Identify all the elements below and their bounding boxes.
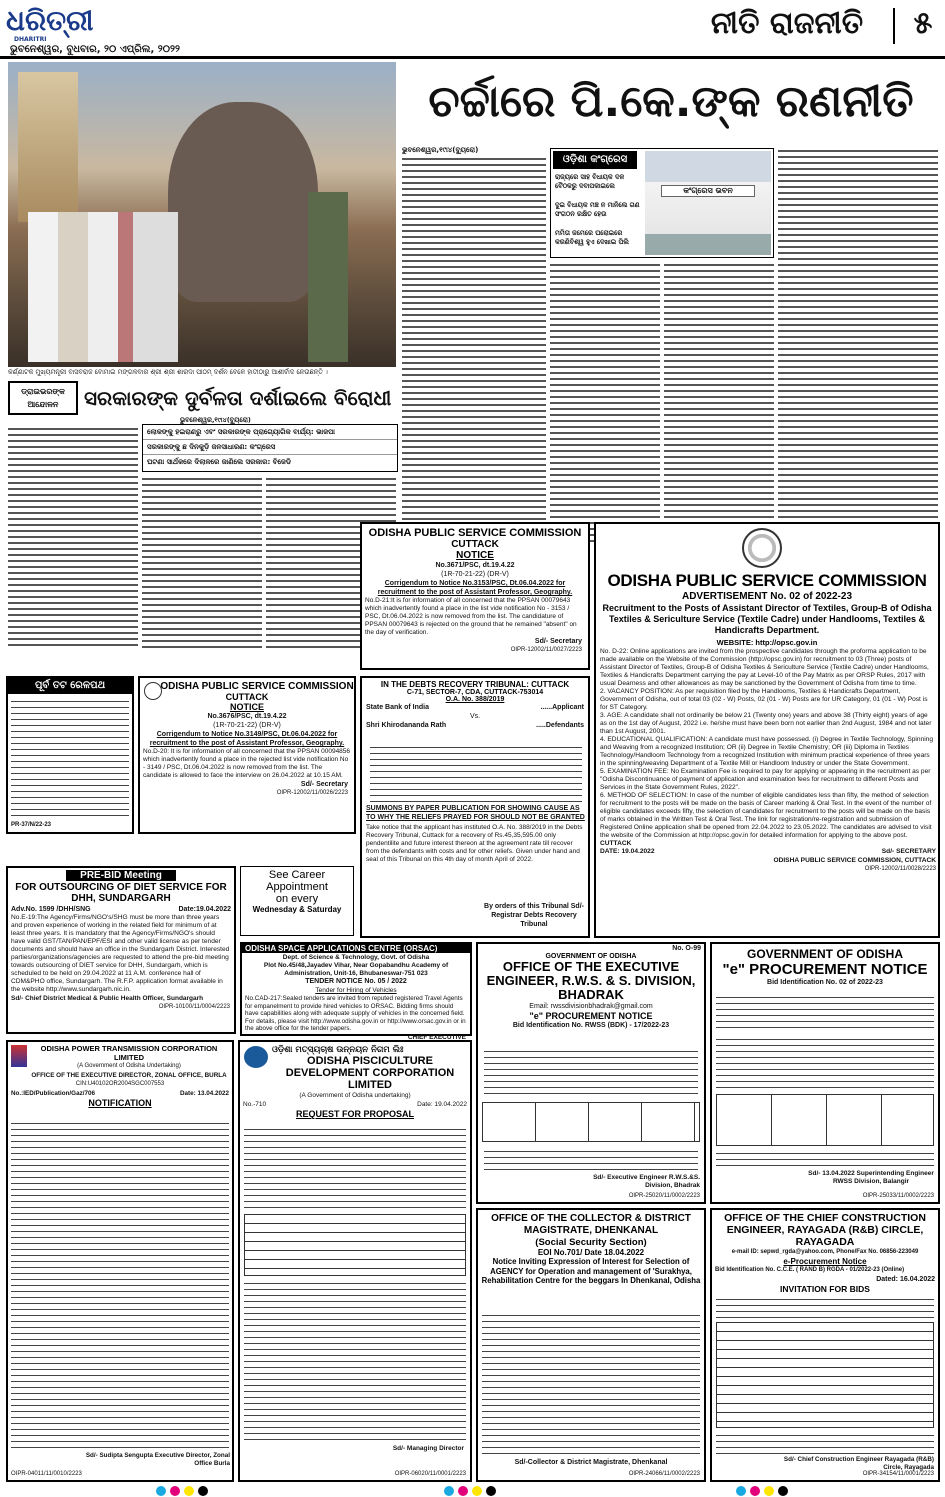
balangir-code: OIPR-25033/11/0002/2223 bbox=[862, 1193, 934, 1199]
rayagada-email: e-mail ID: sepwd_rgda@yahoo.com, Phone/Fax No. 06856-223049 bbox=[731, 1249, 919, 1255]
drt-sign: By orders of this Tribunal Sd/- Registrar Debts Recovery Tribunal bbox=[484, 903, 584, 928]
railway-title: ପୂର୍ବ ତଟ ରେଳପଥ bbox=[8, 678, 132, 694]
opdc-fish-logo-icon bbox=[244, 1046, 268, 1068]
optcl-label: NOTIFICATION bbox=[88, 1098, 152, 1108]
opsc-adv-date: DATE: 19.04.2022 bbox=[600, 848, 655, 855]
magenta-mark bbox=[458, 1486, 468, 1496]
opdc-rfp bbox=[238, 1040, 472, 1482]
opsc-advertisement bbox=[594, 522, 940, 938]
opdc-sign: Sd/- Managing Director bbox=[392, 1445, 464, 1452]
rws-bhadrak-notice bbox=[476, 942, 706, 1204]
dhh-title: PRE-BID Meeting bbox=[66, 870, 176, 881]
masthead bbox=[0, 0, 945, 60]
balangir-notice: "e" PROCUREMENT NOTICE bbox=[722, 961, 928, 978]
balangir-details bbox=[716, 1036, 934, 1088]
balangir-footer bbox=[716, 1150, 934, 1168]
section-title: ନୀତି ରାଜନୀତି bbox=[710, 6, 864, 41]
optcl-notification bbox=[6, 1040, 234, 1482]
orsac-dept: Dept. of Science & Technology, Govt. of Odisha bbox=[282, 954, 430, 961]
balangir-gov: GOVERNMENT OF ODISHA bbox=[746, 947, 903, 961]
balangir-table bbox=[716, 1094, 934, 1146]
black-mark bbox=[778, 1486, 788, 1496]
opsc-asst-code: OIPR-12002/11/0026/2223 bbox=[276, 790, 348, 796]
dhh-prebid-notice bbox=[6, 866, 236, 1034]
black-mark bbox=[198, 1486, 208, 1496]
drt-applicant-role: ......Applicant bbox=[540, 704, 584, 711]
drt-title: IN THE DEBTS RECOVERY TRIBUNAL: CUTTACK bbox=[380, 680, 570, 689]
drt-summons bbox=[360, 676, 590, 938]
rws-sign: Sd/- Executive Engineer R.W.S.&S. Division, Bhadrak bbox=[593, 1174, 700, 1189]
magenta-mark bbox=[750, 1486, 760, 1496]
guard-figure bbox=[308, 192, 348, 362]
photo-caption: କର୍ଣ୍ଣାଟକ ମୁଖ୍ୟମନ୍ତ୍ରୀ ବାସବରାଜ ବୋମାଇ ମଙ୍ଗଳବାର ଶ୍ରୀ ଶ୍ରୀ ଶାରଦା ପୀଠମ୍ ଦର୍ଶନ ବେଳେ ହାତୀଠାରୁ ଆଶୀର୍ବାଦ ନେଉଛନ୍ତି । bbox=[8, 368, 328, 376]
career-line-4: Wednesday & Saturday bbox=[252, 905, 342, 914]
opsc-asst-title: ODISHA PUBLIC SERVICE COMMISSION bbox=[160, 681, 354, 692]
railway-tender bbox=[6, 676, 134, 834]
opsc-adv-para-2: 2. VACANCY POSITION: As per requisition filed by the Handlooms, Textiles & Handicrafts Department, Government of Odisha, out of total 03 (02 - W) Posts, 02 (01 - W) Posts are for UR Category, 01 (01 - W) Post is for ST Category. bbox=[600, 688, 928, 711]
opsc-geo-city: CUTTACK bbox=[451, 539, 499, 550]
opsc-adv-body bbox=[600, 648, 936, 874]
rws-notice: "e" PROCUREMENT NOTICE bbox=[529, 1011, 653, 1021]
rayagada-date: Dated: 16.04.2022 bbox=[876, 1276, 935, 1283]
opdc-label: REQUEST FOR PROPOSAL bbox=[295, 1109, 414, 1119]
rws-details bbox=[484, 1048, 698, 1098]
opdc-odia-title: ଓଡ଼ିଶା ମତ୍ସ୍ୟଚାଷ ଉନ୍ନୟନ ନିଗମ ଲିଃ bbox=[272, 1045, 404, 1055]
opsc-geo-ref: No.3671/PSC, dt.19.4.22 bbox=[435, 562, 515, 569]
lead-col3 bbox=[664, 262, 774, 546]
dhh-sign: Sd/- Chief District Medical & Public Health Officer, Sundargarh bbox=[11, 995, 204, 1002]
career-line-3: on every bbox=[275, 893, 319, 905]
opsc-geo-ref2: (1R-70-21-22) (DR-V) bbox=[441, 571, 509, 578]
career-box bbox=[240, 866, 354, 936]
orsac-subject: Tender for Hiring of Vehicles bbox=[315, 987, 397, 994]
rayagada-footer bbox=[716, 1432, 934, 1454]
dhh-body: No.E-19:The Agency/Firms/NGO's/SHG must be more than three years and proven experience of working in the related field for minimum of at least three years. It is mandatory that the Agency/Firms/NGO's should have valid GST/TAN/PAN/EPF/ESI and other valid license as per tender documents and should have an office in the Sundargarh District. Interested parties/organizations/agencies are requested to attend the pre-bid meeting towards outsourcing of DIET service for DHH, Sundargarh, which is scheduled to be held on 29.04.2022 at 11 A.M. conference hall of CDM&PHO office, Sundargarh. The R.F.P. application format available in the website http://www.sundargarh.nic.in. bbox=[11, 914, 230, 993]
opsc-adv-footer bbox=[600, 848, 936, 856]
opsc-asst-subject: Corrigendum to Notice No.3149/PSC, Dt.06.04.2022 for recruitment to the post of Assistant Professor, Geography. bbox=[149, 731, 345, 747]
rayagada-bid: Bid Identification No. C.C.E. ( RAND B) RGDA - 01/2022-23 (Online) bbox=[715, 1267, 905, 1273]
rayagada-table bbox=[716, 1322, 934, 1428]
opsc-adv-sign2: ODISHA PUBLIC SERVICE COMMISSION, CUTTACK bbox=[773, 857, 936, 864]
orsac-tender bbox=[240, 942, 472, 1041]
yellow-mark bbox=[472, 1486, 482, 1496]
yellow-mark bbox=[764, 1486, 774, 1496]
opsc-adv-subtitle: Recruitment to the Posts of Assistant Director of Textiles, Group-B of Odisha Textiles & Sericulture Service (Textile Cadre) under Handlooms, Textiles & Handicrafts Department. bbox=[602, 603, 932, 635]
opdc-body-bottom bbox=[244, 1280, 466, 1442]
orsac-title: ODISHA SPACE APPLICATIONS CENTRE (ORSAC) bbox=[242, 944, 470, 953]
optcl-refline bbox=[8, 1089, 232, 1098]
magenta-mark bbox=[170, 1486, 180, 1496]
dhenkanal-notice: Notice Inviting Expression of Interest for Selection of AGENCY for Operation and management of 'Surakhya, Rehabilitation Centre for the beggars In Dhenkanal, Odisha bbox=[481, 1257, 701, 1285]
cyan-mark bbox=[444, 1486, 454, 1496]
opsc-adv-sign: Sd/- SECRETARY bbox=[881, 848, 936, 855]
building-sign: କଂଗ୍ରେସ ଭବନ bbox=[661, 185, 755, 197]
drt-address: C-71, SECTOR-7, CDA, CUTTACK-753014 bbox=[406, 689, 544, 696]
optcl-office: OFFICE OF THE EXECUTIVE DIRECTOR, ZONAL OFFICE, BURLA bbox=[31, 1072, 227, 1079]
opsc-geography-notice bbox=[360, 522, 590, 670]
drt-party-2 bbox=[362, 721, 588, 730]
dhenkanal-eoi-no: EOI No.701/ Date 18.04.2022 bbox=[537, 1248, 645, 1257]
dhh-refline bbox=[8, 905, 234, 914]
story2-col1 bbox=[8, 426, 138, 650]
opsc-adv-title: ODISHA PUBLIC SERVICE COMMISSION bbox=[607, 571, 927, 590]
optcl-sign: Sd/- Sudipta Sengupta Executive Director, Zonal Office Burla bbox=[85, 1452, 230, 1467]
balangir-sign: Sd/- 13.04.2022 Superintending Engineer RWSS Division, Balangir bbox=[808, 1170, 934, 1185]
opsc-geo-title: ODISHA PUBLIC SERVICE COMMISSION bbox=[368, 527, 582, 539]
story2-kicker: ଡ୍ରାଇଭରଙ୍କ ଆନ୍ଦୋଳନ bbox=[8, 381, 78, 415]
opsc-geo-code: OIPR-12002/11/0027/2223 bbox=[510, 647, 582, 653]
orsac-body: No.CAD-217:Sealed tenders are invited from reputed registered Travel Agents for empanelment to provide hired vehicles to ORSAC. Bidding firms should have capabilities along with adequate supply of vehicles in the concerned field. For details, please visit http://www.odisha.gov.in or http://www.orsac.gov.in or in the above office for the tender papers. bbox=[245, 995, 466, 1032]
opsc-adv-number: ADVERTISEMENT No. 02 of 2022-23 bbox=[681, 591, 853, 602]
dhenkanal-subtitle: (Social Security Section) bbox=[535, 1237, 647, 1248]
story2-dateline: ଭୁବନେଶ୍ୱର,୧୯ା୪(ବ୍ୟୁରୋ) bbox=[180, 416, 251, 424]
opsc-asst-city: CUTTACK bbox=[225, 692, 269, 702]
drt-applicant: State Bank of India bbox=[366, 704, 430, 711]
dateline: ଭୁବନେଶ୍ୱର, ବୁଧବାର, ୨୦ ଏପ୍ରିଲ, ୨୦୨୨ bbox=[10, 44, 180, 55]
career-line-2: Appointment bbox=[266, 881, 328, 893]
opsc-adv-para-3: 3. AGE: A candidate shall not ordinarily be below 21 (Twenty one) years and above 38 (Thirty eight) years of age as on the 1st day of August, 2022 i.e. he/she must have been born not earlier than 2nd August, 1984 and not later than 1st August, 2001. bbox=[600, 712, 932, 735]
optcl-subtitle: (A Government of Odisha Undertaking) bbox=[77, 1063, 181, 1069]
opsc-asst-notice bbox=[138, 676, 356, 834]
drt-address-block bbox=[370, 744, 582, 802]
black-mark bbox=[486, 1486, 496, 1496]
section-divider bbox=[893, 8, 895, 44]
newspaper-logo: ଧରିତ୍ରୀ bbox=[6, 4, 94, 37]
opsc-geo-body: No.D-21:It is for information of all concerned that the PPSAN 00079643 which inadvertently found a place in the list vide notification No - 3153 / PSC, Dt.06.04.2022 is now removed from the list. The candidature of PPSAN 00079643 is rejected on the ground that he remained "absent" on the day of verification. bbox=[365, 597, 577, 636]
page-number: ୫ bbox=[913, 6, 933, 41]
dhh-date: Date:19.04.2022 bbox=[178, 906, 231, 913]
drt-defendant: Shri Khirodananda Rath bbox=[366, 722, 447, 729]
optcl-title: ODISHA POWER TRANSMISSION CORPORATION LIMITED bbox=[40, 1044, 218, 1062]
opsc-asst-label: NOTICE bbox=[229, 702, 264, 712]
career-line-1: See Career bbox=[268, 869, 326, 881]
story2-point-3: ଘଟଣା ସାର୍ଥକରେ ଦିଲାଳରେ ଜାଣିଲେ ସରକାର: ବିଜେଡି bbox=[147, 458, 292, 466]
drt-body: Take notice that the applicant has instituted O.A. No. 388/2019 in the Debts Recovery Tribunal, Cuttack for a recovery of Rs.45,35,595.00 only pendentilite and future interest thereon at the agreement rate till recover from the defendants with costs and for other reliefs. Given under hand and seal of this Tribunal on this 4th day of month April of 2022. bbox=[366, 824, 583, 863]
balangir-bid: Bid Identification No. 02 of 2022-23 bbox=[767, 979, 883, 986]
dhenkanal-eoi bbox=[476, 1208, 706, 1482]
optcl-body bbox=[11, 1120, 229, 1450]
opsc-geo-sign: Sd/- Secretary bbox=[534, 638, 582, 645]
rws-title: OFFICE OF THE EXECUTIVE ENGINEER, R.W.S. & S. DIVISION, BHADRAK bbox=[486, 959, 696, 1002]
lead-headline: ଚର୍ଚ୍ଚାରେ ପି.କେ.ଙ୍କ ରଣନୀତି bbox=[428, 76, 914, 127]
opdc-body-top bbox=[244, 1126, 466, 1210]
rayagada-code: OIPR-34154/11/0001/2223 bbox=[862, 1471, 934, 1477]
orsac-sign: CHIEF EXECUTIVE bbox=[407, 1033, 466, 1041]
rws-code: OIPR-25020/11/0002/2223 bbox=[628, 1193, 700, 1199]
rayagada-intro bbox=[716, 1296, 934, 1318]
congress-point-3: ମମିତା ଜମେରେ ଘରୋଇରେ କରଣିବିଶ୍ୱ ହୁଏ ଦେଖାଇ ପିଲି bbox=[555, 229, 629, 246]
dhenkanal-body bbox=[482, 1312, 700, 1454]
dhh-subtitle: FOR OUTSOURCING OF DIET SERVICE FOR DHH, SUNDARGARH bbox=[15, 882, 227, 904]
optcl-logo-icon bbox=[11, 1045, 27, 1067]
lead-col4 bbox=[778, 148, 938, 546]
opdc-ref: No.-710 bbox=[243, 1101, 267, 1108]
opdc-subtitle: (A Government of Odisha undertaking) bbox=[299, 1092, 411, 1099]
story2-col2 bbox=[142, 476, 262, 650]
optcl-code: OIPR-04011/11/0010/2223 bbox=[11, 1471, 82, 1477]
lead-col2 bbox=[550, 262, 660, 546]
drt-summons-heading: SUMMONS BY PAPER PUBLICATION FOR SHOWING CAUSE AS TO WHY THE RELIEFS PRAYED FOR SHOULD NOT BE GRANTED bbox=[366, 805, 585, 821]
rws-no: No. O-99 bbox=[672, 945, 701, 952]
congress-point-1: ରାଜ୍ୟରେ ସାହ ବିଧାୟକ ଦଳ ବୈଠକରୁ ଦବାପକାଇଲେ bbox=[555, 173, 625, 190]
opsc-asst-body: No.D-20: It is for information of all concerned that the PPSAN 00094856 which inadvertently found a place in the rejected list vide notification No - 3149 / PSC, Dt.06.04.2022 is now removed from the list. The candidate is allowed to face the interview on 26.04.2022 at 10.15 AM. bbox=[143, 748, 351, 779]
opsc-adv-para-6: 6. METHOD OF SELECTION: In case of the number of eligible candidates less than fifty, the method of selection for recruitment to the posts will be made on the basis of Career marking & Oral Test. In the event of the number of eligible candidates exceeds fifty, the selection of candidates for recruitment to the posts will be made on the basis of marks obtained in the Written Test & Oral Test. The link for registration/re-registration and submission of Registered Online application shall be opened from 22.04.2022 to 23.05.2022. The candidates are advised to visit the website of the Commission at http://opsc.gov.in for detailed information for applying to the above post. bbox=[600, 792, 932, 839]
optcl-date: Date: 13.04.2022 bbox=[179, 1090, 229, 1097]
opdc-date: Date: 19.04.2022 bbox=[417, 1101, 467, 1108]
dhenkanal-title: OFFICE OF THE COLLECTOR & DISTRICT MAGISTRATE, DHENKANAL bbox=[491, 1213, 691, 1236]
rws-table bbox=[482, 1102, 700, 1142]
temple-tower bbox=[18, 72, 78, 222]
rayagada-sign: Sd/- Chief Construction Engineer Rayagada (R&B) Circle, Rayagada bbox=[783, 1456, 934, 1471]
congress-building-photo bbox=[645, 151, 771, 255]
cyan-mark bbox=[736, 1486, 746, 1496]
elephant-shape bbox=[168, 102, 318, 302]
optcl-ref: No.:IED/Publication/Gaz/706 bbox=[11, 1090, 95, 1097]
drt-party-1 bbox=[362, 703, 588, 712]
drt-defendant-role: .....Defendants bbox=[536, 722, 584, 729]
opsc-adv-city: CUTTACK bbox=[600, 840, 632, 847]
railway-code: PR-37/N/22-23 bbox=[11, 822, 52, 828]
cyan-mark bbox=[156, 1486, 166, 1496]
opsc-adv-code: OIPR-12002/11/0028/2223 bbox=[864, 866, 936, 872]
balangir-procurement bbox=[710, 942, 940, 1204]
rayagada-notice: e-Procurement Notice bbox=[783, 1257, 867, 1266]
opsc-asst-ref: No.3676/PSC, dt.19.4.22 bbox=[207, 713, 287, 720]
drt-vs: Vs. bbox=[469, 713, 481, 720]
opdc-code: OIPR-06020/11/0001/2223 bbox=[394, 1471, 466, 1477]
lead-col1 bbox=[402, 156, 546, 546]
dhh-adv: Adv.No. 1599 /DHH/SNG bbox=[11, 906, 91, 913]
opsc-adv-para-5: 5. EXAMINATION FEE: No Examination Fee is required to pay for applying or appearing in the recruitment as per "Odisha Discontinuance of payment of application and examination fees for recruitment to different Posts and Services in the State Government Rules, 2022". bbox=[600, 768, 931, 791]
balangir-intro bbox=[716, 994, 934, 1032]
rws-bid: Bid Identification No. RWSS (BDK) - 17/2022-23 bbox=[512, 1022, 670, 1029]
optcl-cin: CIN:U40102OR2004SGC007553 bbox=[75, 1081, 165, 1087]
yellow-mark bbox=[184, 1486, 194, 1496]
opdc-schedule-table bbox=[244, 1214, 466, 1276]
opsc-geo-label: NOTICE bbox=[456, 550, 494, 561]
elephant-photo bbox=[8, 62, 396, 367]
drt-oa: O.A. No. 388/2019 bbox=[445, 696, 505, 703]
opsc-geo-subject: Corrigendum to Notice No.3153/PSC, Dt.06.04.2022 for recruitment to the post of Assistant Professor, Geography. bbox=[377, 580, 573, 596]
opdc-refline bbox=[240, 1100, 470, 1109]
opsc-adv-para-4: 4. EDUCATIONAL QUALIFICATION: A candidate must have possessed. (i) Degree in Textile Technology, Spinning and Weaving from a recognized Institution; OR (ii) Degree in Textile Chemistry; OR (iii) Diploma in Textiles Technology/Handloom Technology from a recognized Institution with minimum practical experience of three years in the spinning/weaving Department of a Textile Mill or Handloom Industry or under the State Government. bbox=[600, 736, 934, 767]
rws-footer-text bbox=[484, 1148, 698, 1172]
dhenkanal-code: OIPR-24066/11/0002/2223 bbox=[628, 1471, 700, 1477]
rayagada-bids bbox=[710, 1208, 940, 1482]
rws-email: Email: rwssdivisionbhadrak@gmail.com bbox=[529, 1003, 653, 1010]
opsc-asst-ref2: (1R-70-21-22) (DR-V) bbox=[213, 722, 281, 729]
color-registration-marks bbox=[0, 1486, 945, 1497]
opsc-emblem-icon bbox=[742, 528, 782, 568]
opsc-adv-website: WEBSITE: http://opsc.gov.in bbox=[716, 638, 818, 647]
opdc-title: ODISHA PISCICULTURE DEVELOPMENT CORPORATION LIMITED bbox=[285, 1055, 455, 1091]
orsac-address: Plot No.45/48,Jayadev Vihar, Near Gopabandhu Academy of Administration, Unit-16, Bhubaneswar-751 023 bbox=[263, 962, 449, 977]
story2-headline: ସରକାରଙ୍କ ଦୁର୍ବଳତା ଦର୍ଶାଇଲେ ବିରୋଧୀ bbox=[84, 386, 392, 410]
railway-body bbox=[11, 698, 129, 818]
congress-box bbox=[550, 148, 774, 258]
rws-gov: GOVERNMENT OF ODISHA bbox=[545, 953, 637, 960]
congress-box-title: ଓଡ଼ିଶା କଂଗ୍ରେସ bbox=[553, 151, 637, 169]
dhenkanal-sign: Sd/-Collector & District Magistrate, Dhenkanal bbox=[514, 1459, 668, 1466]
opsc-adv-para-1: No. D-22: Online applications are invited from the prospective candidates through the proforma application to be made available on the Website of the Commission (http://opsc.gov.in) for recruitment to 03 (Three) posts of Assistant Director of Textiles, Group-B of Odisha Textiles & Sericulture Service (Textile Cadre) under Handlooms, Textiles & Handicrafts Department carrying the pay at Level-10 of the Pay Matrix as per ORSP Rules, 2017 with usual Dearness and other allowances as may be sanctioned by the Government of Odisha from time to time. bbox=[600, 648, 929, 687]
story2-point-1: ଲୋକଙ୍କୁ ହଇରାଣରୁ ଏବଂ ସରକାରଙ୍କ ପ୍ରାଗ୍ୟୋଗିକ ବାର୍ଯ୍ୟ: ଭାଜପା bbox=[143, 425, 397, 440]
orsac-notice: TENDER NOTICE No. 05 / 2022 bbox=[305, 978, 407, 985]
opsc-small-emblem-icon bbox=[144, 682, 162, 700]
rayagada-title: OFFICE OF THE CHIEF CONSTRUCTION ENGINEER, RAYAGADA (R&B) CIRCLE, RAYAGADA bbox=[724, 1212, 926, 1248]
story2-point-2: ସରକାରଙ୍କୁ ଛ ଦିନକୁଡ଼ି ଜନସାଧାରଣ: କଂଗ୍ରେସ bbox=[143, 440, 397, 455]
opsc-asst-sign: Sd/- Secretary bbox=[300, 781, 348, 788]
logo-subtitle: DHARITRI bbox=[14, 36, 47, 43]
people-group bbox=[28, 212, 178, 362]
story2-points-box bbox=[142, 424, 398, 472]
lead-dateline: ଭୁବନେଶ୍ୱର,୧୯ା୪(ବ୍ୟୁରୋ) bbox=[402, 146, 479, 154]
dhh-code: OIPR-10100/11/0004/2223 bbox=[158, 1004, 230, 1010]
rayagada-label: INVITATION FOR BIDS bbox=[780, 1284, 870, 1294]
congress-point-2: ଦୁଇ ବିଧାୟକ ମଞ୍ଚ ନ ମାନିଲେ ଗଣ ସଂଗଠନ ରକ୍ଷିତ ହେଉ bbox=[555, 201, 640, 218]
masthead-rule bbox=[0, 56, 945, 59]
